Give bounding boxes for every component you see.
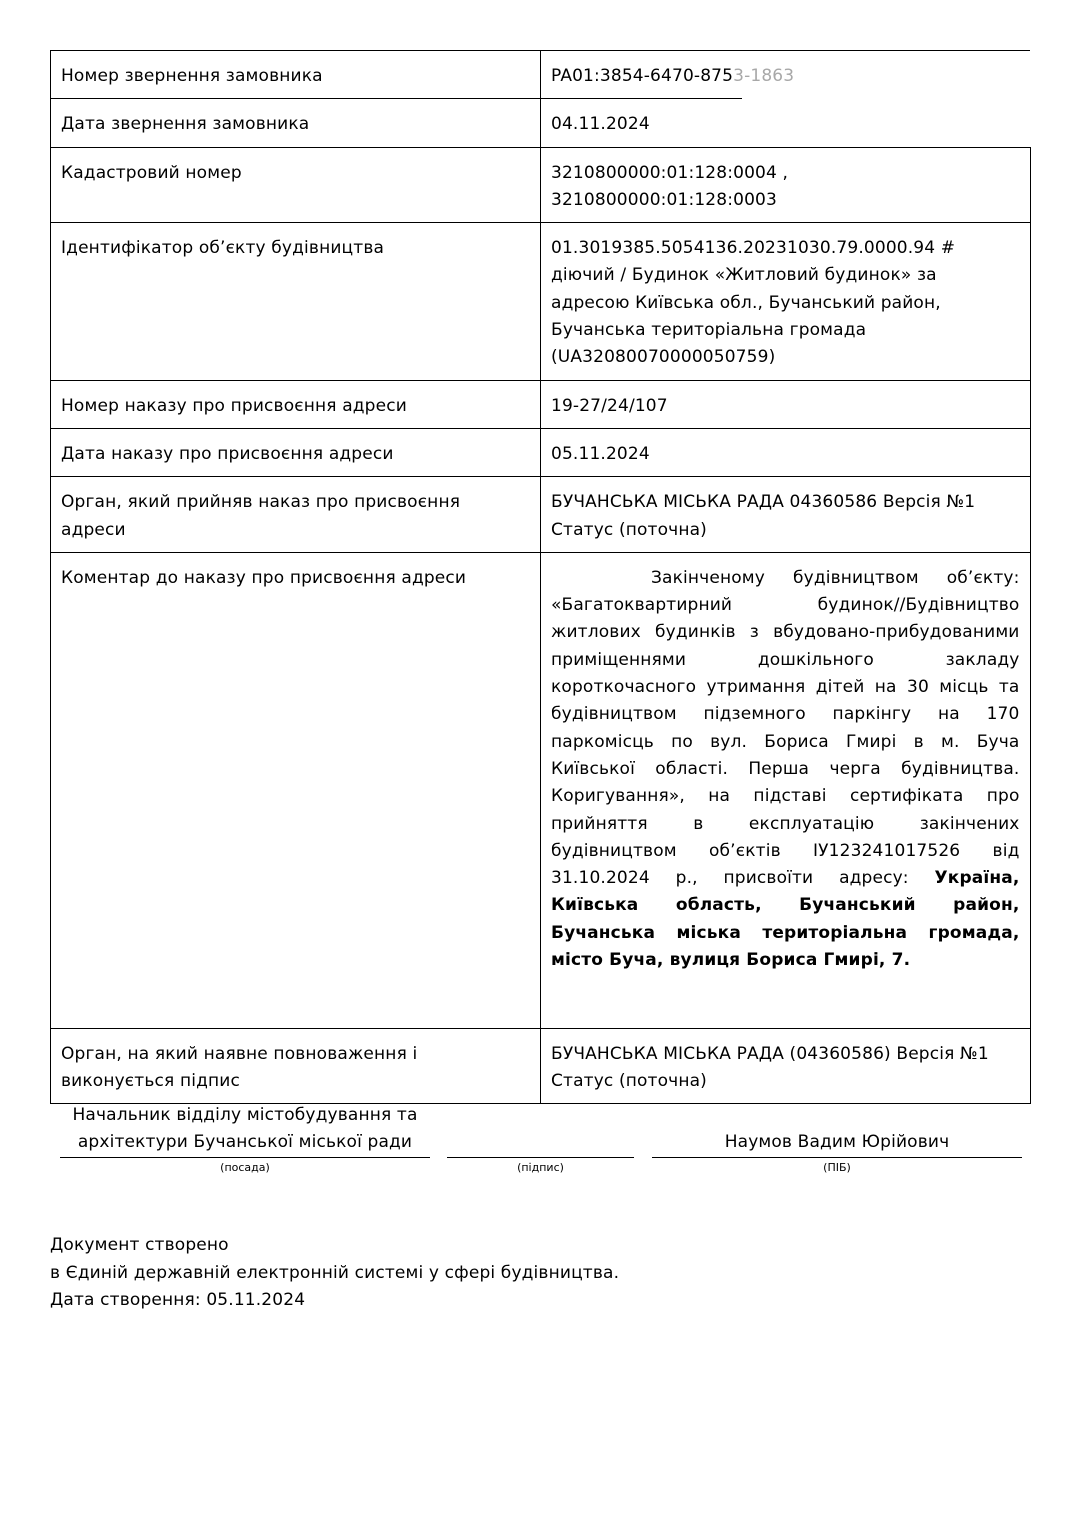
identifier-line: Бучанська територіальна громада — [551, 320, 867, 341]
label-line: адреси — [61, 519, 126, 540]
label-request-number: Номер звернення замовника — [51, 51, 541, 99]
cadastral-line: 3210800000:01:128:0004 , — [551, 162, 789, 183]
position-line: архітектури Бучанської міської ради — [77, 1132, 413, 1152]
authority-line: Статус (поточна) — [551, 1071, 707, 1092]
document-footer — [50, 1232, 619, 1315]
label-cadastral-number: Кадастровий номер — [51, 147, 541, 223]
label-order-date: Дата наказу про присвоєння адреси — [51, 428, 541, 476]
table-row — [51, 223, 1031, 380]
table-row — [51, 428, 1031, 476]
comment-paragraph — [551, 565, 1020, 974]
value-order-date: 05.11.2024 — [541, 428, 1031, 476]
authority-line: Статус (поточна) — [551, 519, 707, 540]
label-line: виконується підпис — [61, 1071, 240, 1092]
name-underline — [652, 1157, 1022, 1158]
footer-line: Документ створено — [50, 1235, 229, 1255]
label-request-date: Дата звернення замовника — [51, 99, 541, 147]
cadastral-line: 3210800000:01:128:0003 — [551, 189, 777, 210]
label-order-comment: Коментар до наказу про присвоєння адреси — [51, 552, 541, 1028]
value-signing-authority — [541, 1028, 1031, 1104]
caption-position: (посада) — [220, 1161, 270, 1174]
authority-line: БУЧАНСЬКА МІСЬКА РАДА (04360586) Версія №1 — [551, 1043, 989, 1064]
table-row — [51, 477, 1031, 553]
table-row — [51, 51, 1031, 99]
caption-name: (ПІБ) — [823, 1161, 851, 1174]
footer-line: в Єдиній державній електронній системі у сфері будівництва. — [50, 1262, 620, 1283]
authority-line: БУЧАНСЬКА МІСЬКА РАДА 04360586 Версія №1 — [551, 492, 976, 513]
caption-signature: (підпис) — [517, 1161, 564, 1174]
label-line: Орган, на який наявне повноваження і — [61, 1043, 418, 1064]
signature-block — [0, 1100, 1080, 1190]
value-object-identifier — [541, 223, 1031, 380]
value-order-comment — [541, 552, 1031, 1028]
footer-creation-date: Дата створення: 05.11.2024 — [50, 1290, 306, 1310]
request-number-visible: PA01:3854-6470-875 — [551, 66, 734, 86]
signature-underline — [447, 1157, 634, 1158]
value-cadastral-number — [541, 147, 1031, 223]
comment-text: Закінченому будівництвом об’єкту: «Багатоквартирний будинок//Будівництво житлових будинків з вбудовано-прибудованими приміщеннями дошкільного закладу короткочасного утримання дітей на 30 місць та будівництвом підземного паркінгу на 170 паркомісць по вул. Бориса Гмирі в м. Буча Київської області. Перша черга будівництва. Коригування», на підставі сертифіката про прийняття в експлуатацію закінчених будівництвом об’єктів ІУ123241017526 від 31.10.2024 р., присвоїти адресу: — [551, 567, 1020, 889]
label-order-authority — [51, 477, 541, 553]
identifier-line: (UA32080070000050759) — [551, 347, 776, 368]
table-row — [51, 552, 1031, 1028]
request-number-redacted: 3-1863 — [733, 66, 795, 86]
comment-address-bold: Україна, Київська область, Бучанський район, Бучанська міська територіальна громада, місто Буча, вулиця Бориса Гмирі, 7. — [551, 868, 1020, 971]
table-row — [51, 380, 1031, 428]
identifier-line: діючий / Будинок «Житловий будинок» за — [551, 265, 937, 286]
label-line: Орган, який прийняв наказ про присвоєння — [61, 492, 461, 513]
value-order-number: 19-27/24/107 — [541, 380, 1031, 428]
value-request-number — [541, 51, 1031, 99]
table-row — [51, 1028, 1031, 1104]
identifier-line: адресою Київська обл., Бучанський район, — [551, 292, 941, 313]
identifier-line: 01.3019385.5054136.20231030.79.0000.94 # — [551, 238, 956, 259]
label-order-number: Номер наказу про присвоєння адреси — [51, 380, 541, 428]
redaction-patch — [742, 96, 1032, 144]
signatory-name: Наумов Вадим Юрійович — [724, 1132, 950, 1152]
value-order-authority — [541, 477, 1031, 553]
label-signing-authority — [51, 1028, 541, 1104]
table-row — [51, 147, 1031, 223]
label-object-identifier: Ідентифікатор об’єкту будівництва — [51, 223, 541, 380]
value-request-date: 04.11.2024 — [541, 99, 1031, 147]
position-underline — [60, 1157, 430, 1158]
address-info-table — [50, 50, 1031, 1104]
position-line: Начальник відділу містобудування та — [72, 1105, 418, 1125]
signatory-position — [60, 1102, 430, 1156]
